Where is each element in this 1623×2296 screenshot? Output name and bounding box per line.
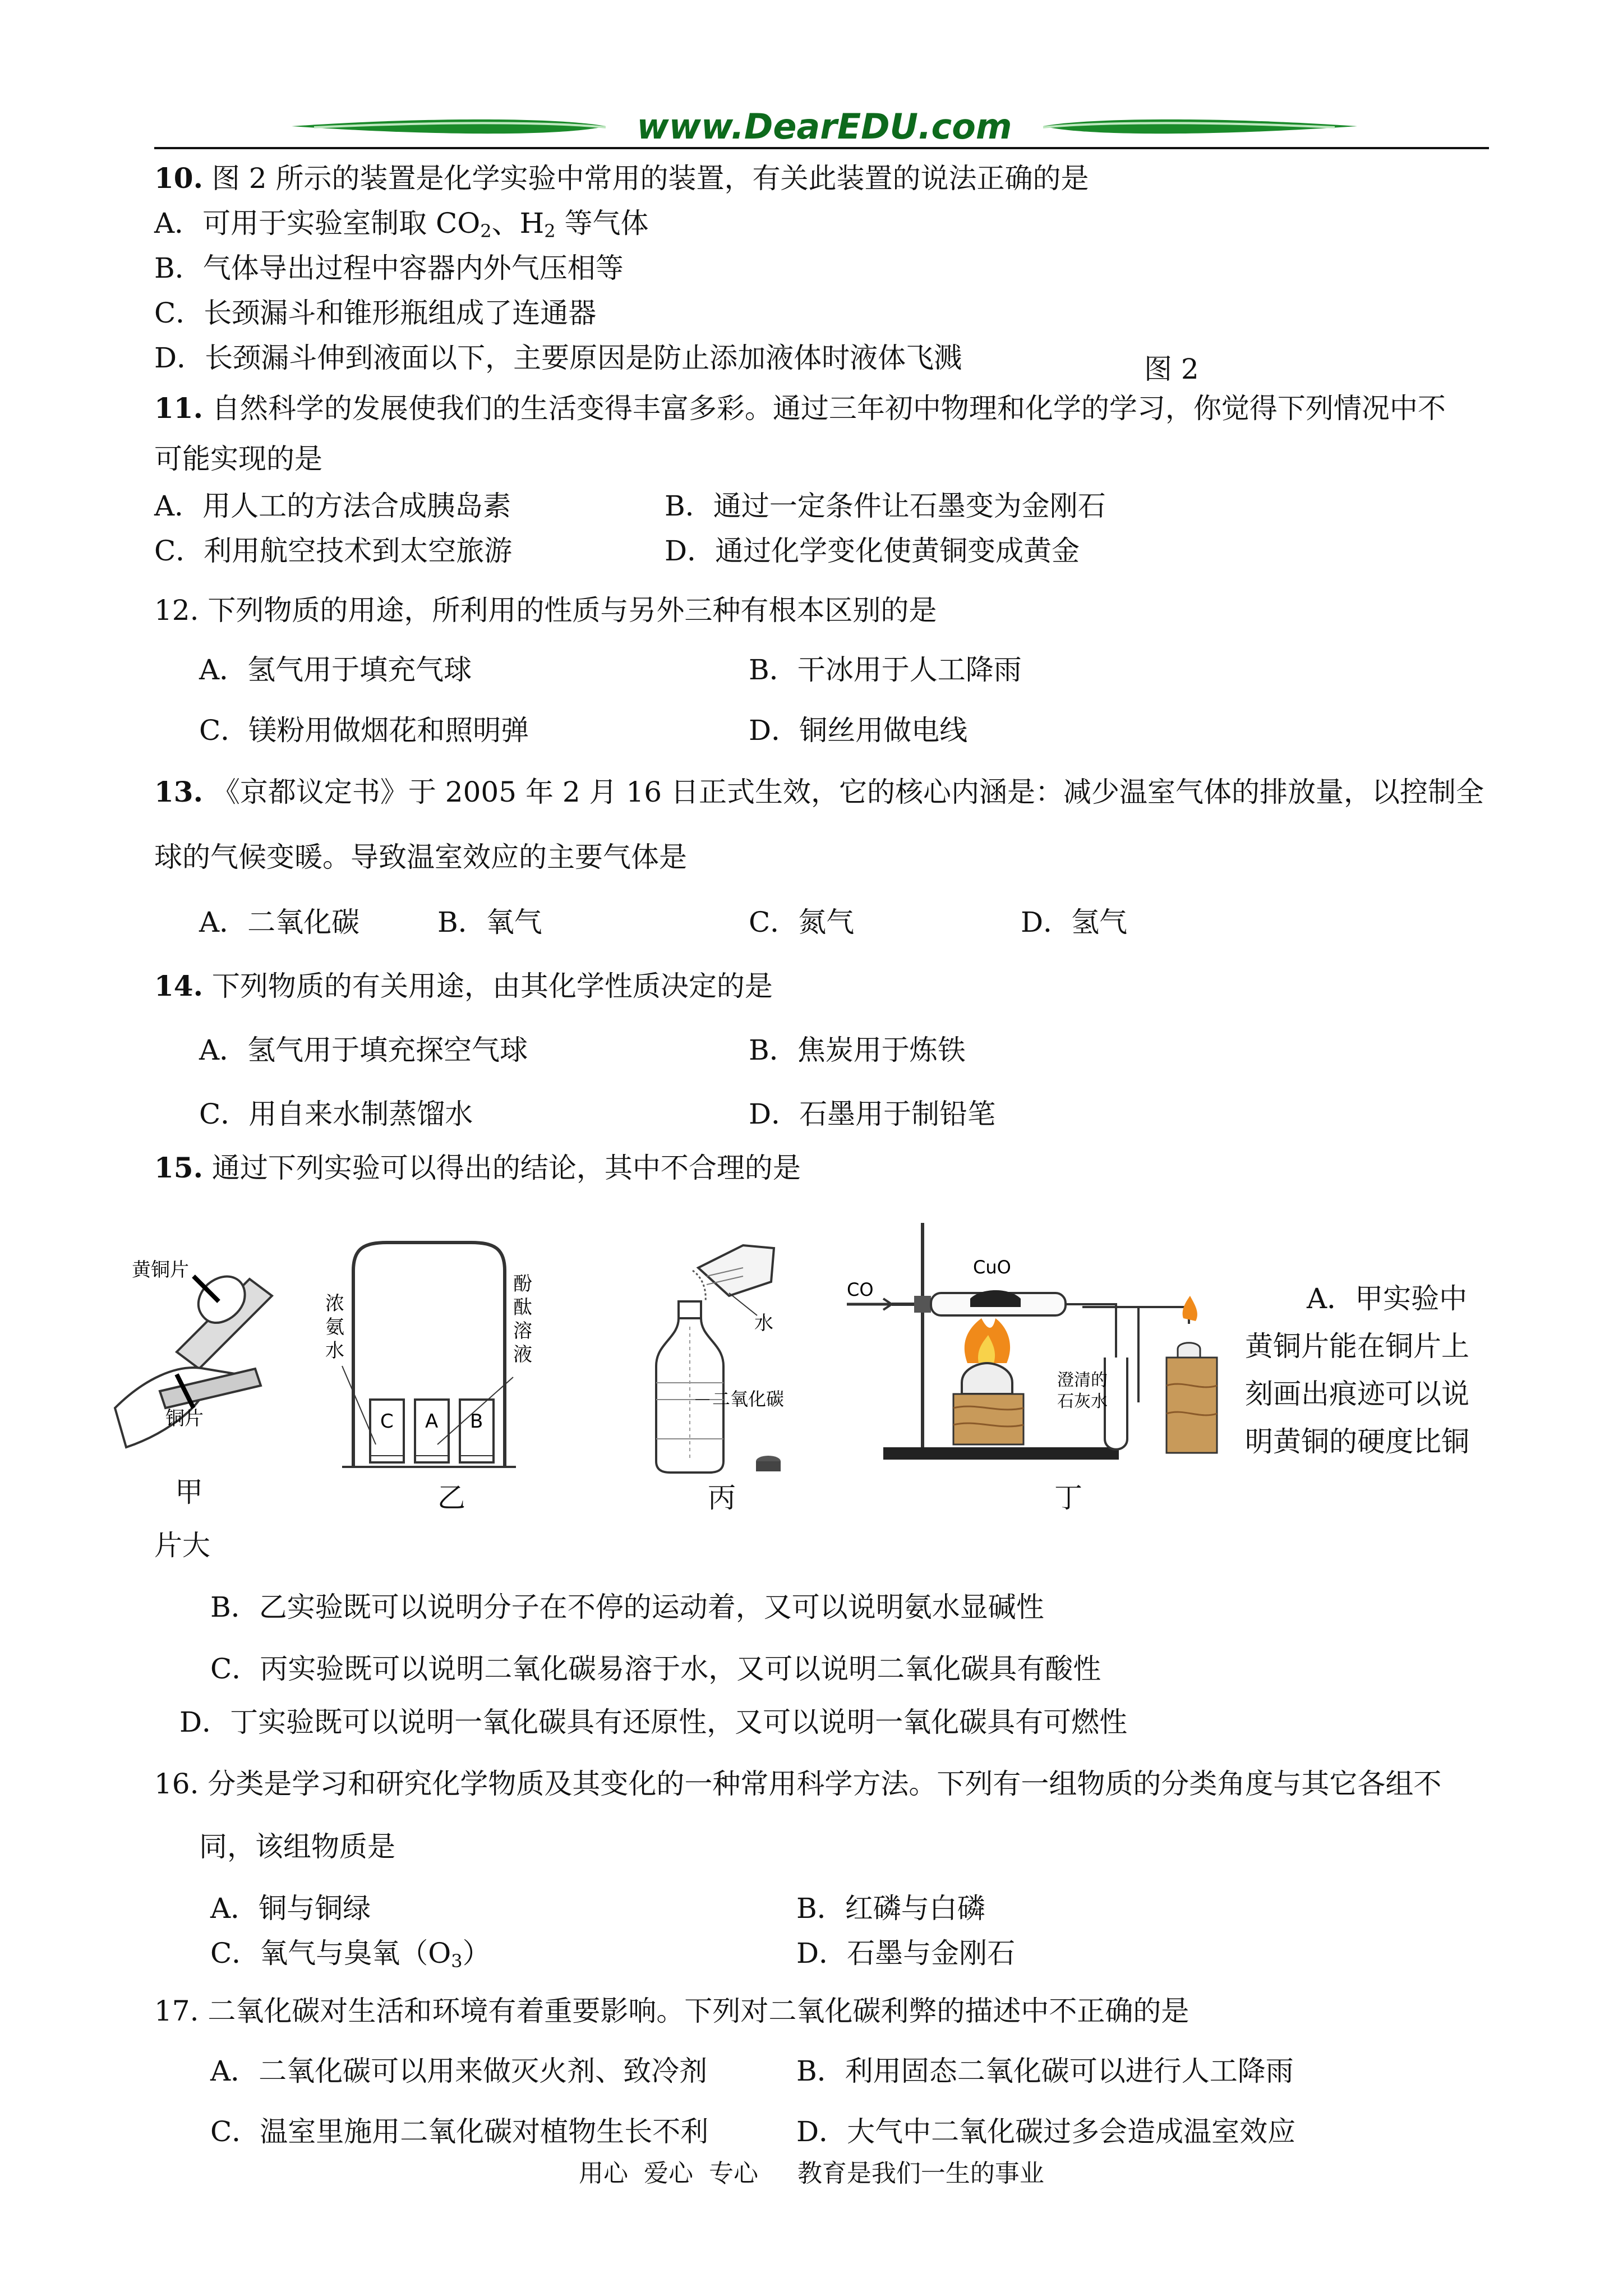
q17-option-b: B．利用固态二氧化碳可以进行人工降雨 <box>796 2055 1294 2087</box>
q14-option-b: B．焦炭用于炼铁 <box>749 1034 966 1066</box>
q15-figure-jia <box>109 1223 289 1464</box>
q11-option-d: D．通过化学变化使黄铜变成黄金 <box>665 535 1080 567</box>
q13-option-b: B．氧气 <box>437 906 542 938</box>
q14-stem: 14. 下列物质的有关用途，由其化学性质决定的是 <box>154 969 773 1002</box>
q15-option-a-line3: 刻画出痕迹可以说 <box>1245 1378 1469 1410</box>
q15-option-d: D．丁实验既可以说明一氧化碳具有还原性，又可以说明一氧化碳具有可燃性 <box>179 1706 1128 1738</box>
q17-option-c: C．温室里施用二氧化碳对植物生长不利 <box>210 2115 709 2148</box>
q16-option-d: D．石墨与金刚石 <box>796 1937 1016 1970</box>
label-co: CO <box>847 1279 874 1300</box>
q15-figure-bing <box>645 1214 808 1478</box>
q15-figure-ding <box>841 1217 1234 1475</box>
q13-option-c: C．氮气 <box>749 906 855 938</box>
q15-label-ding: 丁 <box>1054 1481 1082 1514</box>
q12-option-d: D．铜丝用做电线 <box>749 714 968 747</box>
q10-figure-caption: 图 2 <box>1144 353 1199 385</box>
q16-option-b: B．红磷与白磷 <box>796 1892 985 1925</box>
q14-option-d: D．石墨用于制铅笔 <box>749 1098 996 1130</box>
q15-option-a-line2: 黄铜片能在铜片上 <box>1245 1330 1469 1363</box>
label-limewater: 澄清的石灰水 <box>1057 1370 1108 1411</box>
q15-label-jia: 甲 <box>175 1476 203 1508</box>
q11-stem-line1: 11. 自然科学的发展使我们的生活变得丰富多彩。通过三年初中物理和化学的学习，你觉得下列情况中不 <box>154 392 1446 425</box>
q14-option-c: C．用自来水制蒸馏水 <box>199 1098 473 1130</box>
q15-label-yi: 乙 <box>437 1481 465 1514</box>
q14-option-a: A．氢气用于填充探空气球 <box>199 1034 528 1066</box>
q10-option-d: D．长颈漏斗伸到液面以下，主要原因是防止添加液体时液体飞溅 <box>154 342 962 374</box>
q15-option-c: C．丙实验既可以说明二氧化碳易溶于水，又可以说明二氧化碳具有酸性 <box>210 1653 1101 1685</box>
q17-option-a: A．二氧化碳可以用来做灭火剂、致冷剂 <box>210 2055 708 2087</box>
q12-option-b: B．干冰用于人工降雨 <box>749 654 1022 686</box>
q11-option-b: B．通过一定条件让石墨变为金刚石 <box>665 490 1106 522</box>
q12-stem: 12. 下列物质的用途，所利用的性质与另外三种有根本区别的是 <box>154 594 937 627</box>
q13-option-d: D．氢气 <box>1021 906 1128 938</box>
header-logo <box>292 104 1357 151</box>
q15-figure-yi <box>320 1231 533 1478</box>
q10-option-c: C．长颈漏斗和锥形瓶组成了连通器 <box>154 297 597 329</box>
q11-option-a: A．用人工的方法合成胰岛素 <box>154 490 511 522</box>
q12-option-a: A．氢气用于填充气球 <box>199 654 472 686</box>
q10-stem: 10. 图 2 所示的装置是化学实验中常用的装置，有关此装置的说法正确的是 <box>154 162 1089 195</box>
q10-option-b: B．气体导出过程中容器内外气压相等 <box>154 252 624 284</box>
label-beaker-b: B <box>470 1410 483 1433</box>
footer-slogan: 用心 爱心 专心 教育是我们一生的事业 <box>579 2159 1044 2188</box>
logo-text: www.DearEDU.com <box>637 106 1012 147</box>
label-beaker-c: C <box>380 1410 394 1433</box>
label-phenolphthalein: 酚酞溶液 <box>513 1273 532 1366</box>
label-brass: 黄铜片 <box>132 1259 189 1281</box>
q15-label-bing: 丙 <box>708 1481 736 1514</box>
q15-stem: 15. 通过下列实验可以得出的结论，其中不合理的是 <box>154 1151 801 1184</box>
q15-option-b: B．乙实验既可以说明分子在不停的运动着，又可以说明氨水显碱性 <box>210 1591 1044 1623</box>
label-beaker-a: A <box>425 1410 439 1433</box>
q16-stem-line1: 16. 分类是学习和研究化学物质及其变化的一种常用科学方法。下列有一组物质的分类角度与其它各组不 <box>154 1768 1442 1800</box>
label-cuo: CuO <box>973 1257 1011 1278</box>
q16-option-c: C．氧气与臭氧$(O_3)$ <box>210 1937 491 1972</box>
label-copper: 铜片 <box>165 1407 204 1430</box>
header-rule <box>154 147 1489 149</box>
q15-option-a-line5: 片大 <box>154 1529 210 1562</box>
label-co2: 二氧化碳 <box>712 1388 785 1410</box>
q17-stem: 17. 二氧化碳对生活和环境有着重要影响。下列对二氧化碳利弊的描述中不正确的是 <box>154 1995 1189 2027</box>
label-ammonia: 浓氨水 <box>325 1292 344 1362</box>
q16-option-a: A．铜与铜绿 <box>210 1892 371 1925</box>
label-water: 水 <box>754 1312 773 1335</box>
q10-option-a: A．可用于实验室制取 $CO_2$、$H_2$ 等气体 <box>154 207 649 242</box>
q17-option-d: D．大气中二氧化碳过多会造成温室效应 <box>796 2115 1296 2148</box>
q16-stem-line2: 同，该组物质是 <box>199 1830 395 1863</box>
q13-option-a: A．二氧化碳 <box>199 906 360 938</box>
q13-stem-line1: 13. 《京都议定书》于 2005 年 2 月 16 日正式生效，它的核心内涵是：减少温室气体的排放量，以控制全 <box>154 775 1484 808</box>
q11-option-c: C．利用航空技术到太空旅游 <box>154 535 513 567</box>
q15-option-a-line1: A．甲实验中 <box>1307 1282 1468 1315</box>
q13-stem-line2: 球的气候变暖。导致温室效应的主要气体是 <box>154 841 687 873</box>
q11-stem-line2: 可能实现的是 <box>154 443 322 475</box>
q12-option-c: C．镁粉用做烟花和照明弹 <box>199 714 529 747</box>
q15-option-a-line4: 明黄铜的硬度比铜 <box>1245 1425 1469 1458</box>
